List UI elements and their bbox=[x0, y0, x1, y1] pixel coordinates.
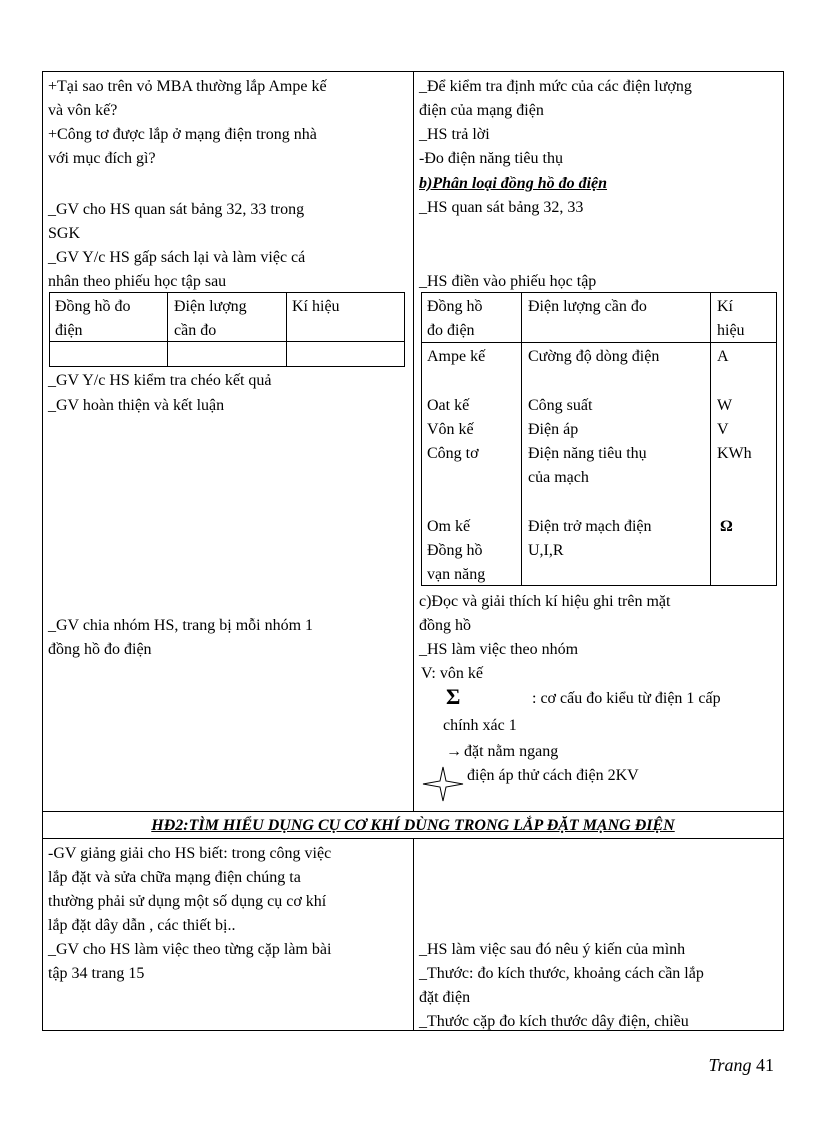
right-table-header: đo điện bbox=[427, 322, 475, 339]
left-line: và vôn kế? bbox=[48, 102, 118, 119]
section2-left-line: lắp đặt và sửa chữa mạng điện chúng ta bbox=[48, 869, 301, 886]
section-2-title: HĐ2:TÌM HIỂU DỤNG CỤ CƠ KHÍ DÙNG TRONG LẮP ĐẶT MẠNG ĐIỆN bbox=[151, 817, 675, 834]
left-table-header: Đồng hồ đo bbox=[55, 298, 131, 315]
left-table-header: Điện lượng bbox=[174, 298, 247, 315]
right-line: _HS điền vào phiếu học tập bbox=[419, 273, 597, 290]
right-table-v2 bbox=[521, 292, 522, 586]
left-line: SGK bbox=[48, 225, 81, 242]
left-table-header: cần đo bbox=[174, 322, 217, 339]
right-line: V: vôn kế bbox=[421, 665, 483, 682]
right-line: _Để kiểm tra định mức của các điện lượng bbox=[419, 78, 692, 95]
section2-left-line: thường phải sử dụng một số dụng cụ cơ khí bbox=[48, 893, 327, 910]
outer-border-left bbox=[42, 71, 43, 1031]
arrow-icon: → bbox=[446, 743, 462, 760]
section2-right-line: đặt điện bbox=[419, 989, 471, 1006]
right-line: điện áp thử cách điện 2KV bbox=[467, 767, 639, 784]
right-line: c)Đọc và giải thích kí hiệu ghi trên mặt bbox=[419, 593, 671, 610]
right-table-cell: Điện trở mạch điện bbox=[528, 518, 652, 535]
left-table-header: Kí hiệu bbox=[292, 298, 340, 315]
left-table-bottom bbox=[49, 366, 405, 367]
section2-left-line: _GV cho HS làm việc theo từng cặp làm bài bbox=[48, 941, 332, 958]
column-divider-top bbox=[413, 71, 414, 811]
right-table-header: Kí bbox=[717, 298, 733, 315]
left-line: _GV Y/c HS gấp sách lại và làm việc cá bbox=[48, 249, 306, 266]
right-line: -Đo điện năng tiêu thụ bbox=[419, 150, 563, 167]
right-table-cell: Công tơ bbox=[427, 445, 479, 462]
left-line: _GV Y/c HS kiểm tra chéo kết quả bbox=[48, 372, 272, 389]
left-table-v3 bbox=[286, 292, 287, 367]
right-table-cell: Đồng hồ bbox=[427, 542, 483, 559]
right-line: _HS làm việc theo nhóm bbox=[419, 641, 579, 658]
ohm-symbol: Ω bbox=[720, 518, 733, 535]
right-table-cell: Điện áp bbox=[528, 421, 579, 438]
left-table-v1 bbox=[49, 292, 50, 367]
section2-right-line: _HS làm việc sau đó nêu ý kiến của mình bbox=[419, 941, 686, 958]
right-table-cell: U,I,R bbox=[528, 542, 564, 559]
section2-right-line: _Thước cặp đo kích thước dây điện, chiều bbox=[419, 1013, 689, 1030]
section-divider-2 bbox=[42, 838, 784, 839]
right-table-v3 bbox=[710, 292, 711, 586]
left-line: _GV cho HS quan sát bảng 32, 33 trong bbox=[48, 201, 305, 218]
right-table-header: Điện lượng cần đo bbox=[528, 298, 647, 315]
right-table-cell: Điện năng tiêu thụ bbox=[528, 445, 647, 462]
right-line: đặt nằm ngang bbox=[464, 743, 559, 760]
left-line: với mục đích gì? bbox=[48, 150, 156, 167]
page-number: 41 bbox=[756, 1055, 774, 1075]
left-table-header: điện bbox=[55, 322, 83, 339]
right-table-header: Đồng hồ bbox=[427, 298, 483, 315]
right-line: _HS quan sát bảng 32, 33 bbox=[419, 199, 584, 216]
right-table-cell: Om kế bbox=[427, 518, 471, 535]
right-line: điện của mạng điện bbox=[419, 102, 544, 119]
left-table-v2 bbox=[167, 292, 168, 367]
page-footer bbox=[708, 1053, 774, 1077]
right-table-cell: Vôn kế bbox=[427, 421, 474, 438]
section2-left-line: -GV giảng giải cho HS biết: trong công việc bbox=[48, 845, 332, 862]
right-table-cell: vạn năng bbox=[427, 566, 486, 583]
left-line: +Tại sao trên vỏ MBA thường lắp Ampe kế bbox=[48, 78, 327, 95]
right-table-cell: Công suất bbox=[528, 397, 593, 414]
right-table-cell: Ampe kế bbox=[427, 348, 486, 365]
right-table-header: hiệu bbox=[717, 322, 745, 339]
outer-border-right bbox=[783, 71, 784, 1031]
right-table-v4 bbox=[776, 292, 777, 586]
section2-left-line: tập 34 trang 15 bbox=[48, 965, 145, 982]
section-heading-b: b)Phân loại đồng hồ đo điện bbox=[419, 175, 608, 192]
right-line: _HS trả lời bbox=[419, 126, 490, 143]
right-table-v1 bbox=[421, 292, 422, 586]
left-table-mid bbox=[49, 341, 405, 342]
right-table-cell: A bbox=[717, 348, 729, 365]
left-line: nhân theo phiếu học tập sau bbox=[48, 273, 227, 290]
left-table-v4 bbox=[404, 292, 405, 367]
right-line: chính xác 1 bbox=[443, 717, 517, 734]
section-divider-1 bbox=[42, 811, 784, 812]
footer-word: Trang bbox=[708, 1055, 752, 1075]
right-table-cell: Oat kế bbox=[427, 397, 470, 414]
column-divider-bottom bbox=[413, 838, 414, 1030]
right-table-cell: Cường độ dòng điện bbox=[528, 348, 660, 365]
right-table-cell: của mạch bbox=[528, 469, 589, 486]
right-line: : cơ cấu đo kiểu từ điện 1 cấp bbox=[532, 690, 721, 707]
left-line: _GV hoàn thiện và kết luận bbox=[48, 397, 225, 414]
right-line: đồng hồ bbox=[419, 617, 471, 634]
left-line: _GV chia nhóm HS, trang bị mỗi nhóm 1 bbox=[48, 617, 314, 634]
sigma-icon: Σ bbox=[446, 684, 461, 709]
right-table-cell: W bbox=[717, 397, 733, 414]
left-line: +Công tơ được lắp ở mạng điện trong nhà bbox=[48, 126, 317, 143]
four-point-star-icon bbox=[421, 765, 465, 803]
right-table-cell: V bbox=[717, 421, 729, 438]
section2-right-line: _Thước: đo kích thước, khoảng cách cần lắp bbox=[419, 965, 704, 982]
right-table-cell: KWh bbox=[717, 445, 752, 462]
left-line: đồng hồ đo điện bbox=[48, 641, 152, 658]
section2-left-line: lắp đặt dây dẫn , các thiết bị.. bbox=[48, 917, 236, 934]
